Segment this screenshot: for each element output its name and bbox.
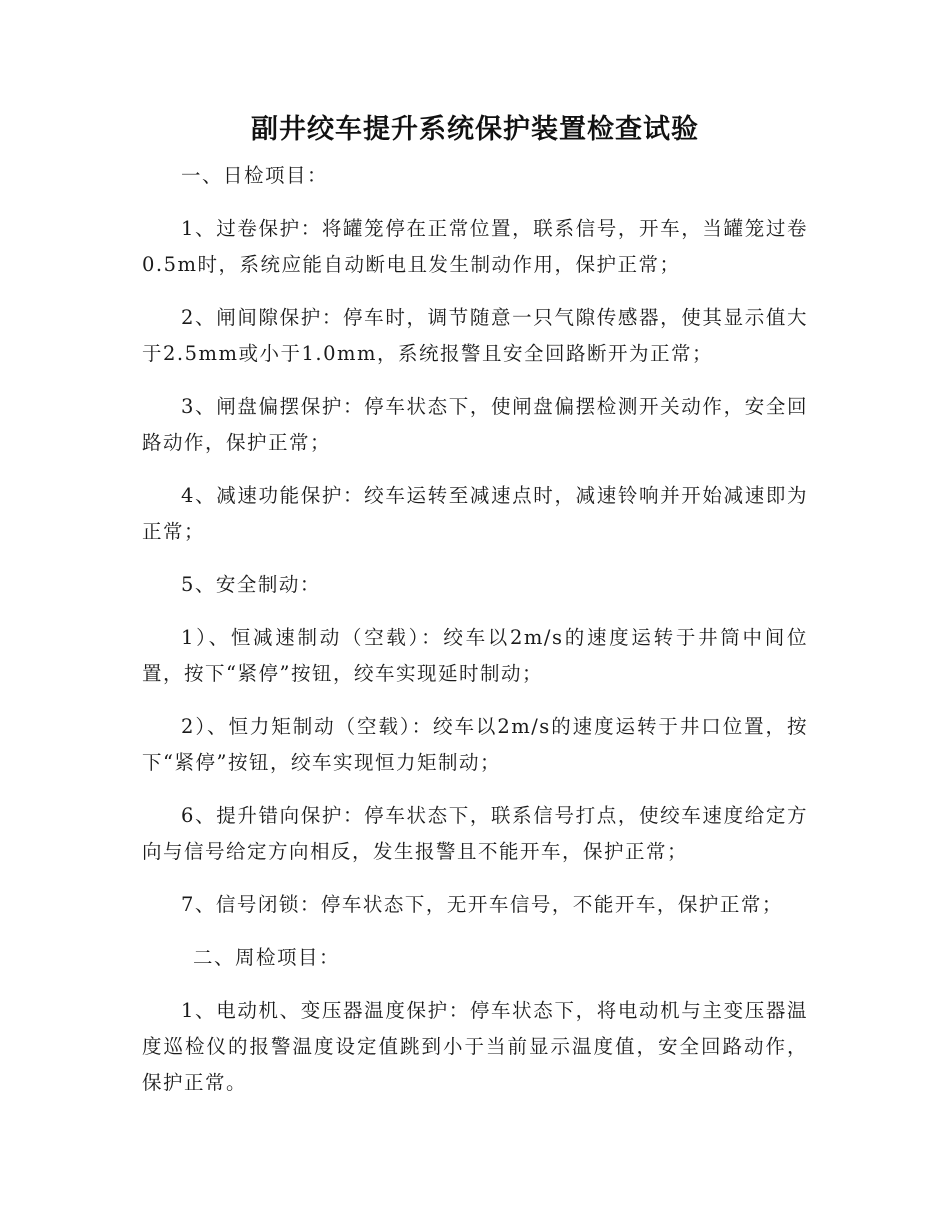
daily-item-overwind: 1、过卷保护：将罐笼停在正常位置，联系信号，开车，当罐笼过卷0.5m时，系统应能自动断电且发生制动作用，保护正常； [142, 217, 808, 276]
daily-subitem-constant-deceleration: 1）、恒减速制动（空载）：绞车以2m/s的速度运转于井筒中间位置，按下“紧停”按钮，绞车实现延时制动； [142, 626, 808, 685]
daily-inspection-heading: 一、日检项目： [181, 164, 329, 187]
weekly-item-temperature: 1、电动机、变压器温度保护：停车状态下，将电动机与主变压器温度巡检仪的报警温度设定值跳到小于当前显示温度值，安全回路动作，保护正常。 [142, 999, 808, 1094]
daily-item-safety-brake: 5、安全制动： [181, 573, 321, 596]
weekly-inspection-heading: 二、周检项目： [193, 946, 341, 969]
daily-item-brake-gap: 2、闸间隙保护：停车时，调节随意一只气隙传感器，使其显示值大于2.5mm或小于1.0mm，系统报警且安全回路断开为正常； [142, 306, 808, 365]
daily-item-wrong-direction: 6、提升错向保护：停车状态下，联系信号打点，使绞车速度给定方向与信号给定方向相反，发生报警且不能开车，保护正常； [142, 804, 808, 863]
daily-subitem-constant-torque: 2）、恒力矩制动（空载）：绞车以2m/s的速度运转于井口位置，按下“紧停”按钮，绞车实现恒力矩制动； [142, 715, 808, 774]
daily-item-signal-lock: 7、信号闭锁：停车状态下，无开车信号，不能开车，保护正常； [181, 893, 783, 916]
daily-item-deceleration: 4、减速功能保护：绞车运转至减速点时，减速铃响并开始减速即为正常； [142, 484, 808, 543]
document-title: 副井绞车提升系统保护装置检查试验 [251, 114, 699, 145]
daily-item-disc-wobble: 3、闸盘偏摆保护：停车状态下，使闸盘偏摆检测开关动作，安全回路动作，保护正常； [142, 395, 808, 454]
